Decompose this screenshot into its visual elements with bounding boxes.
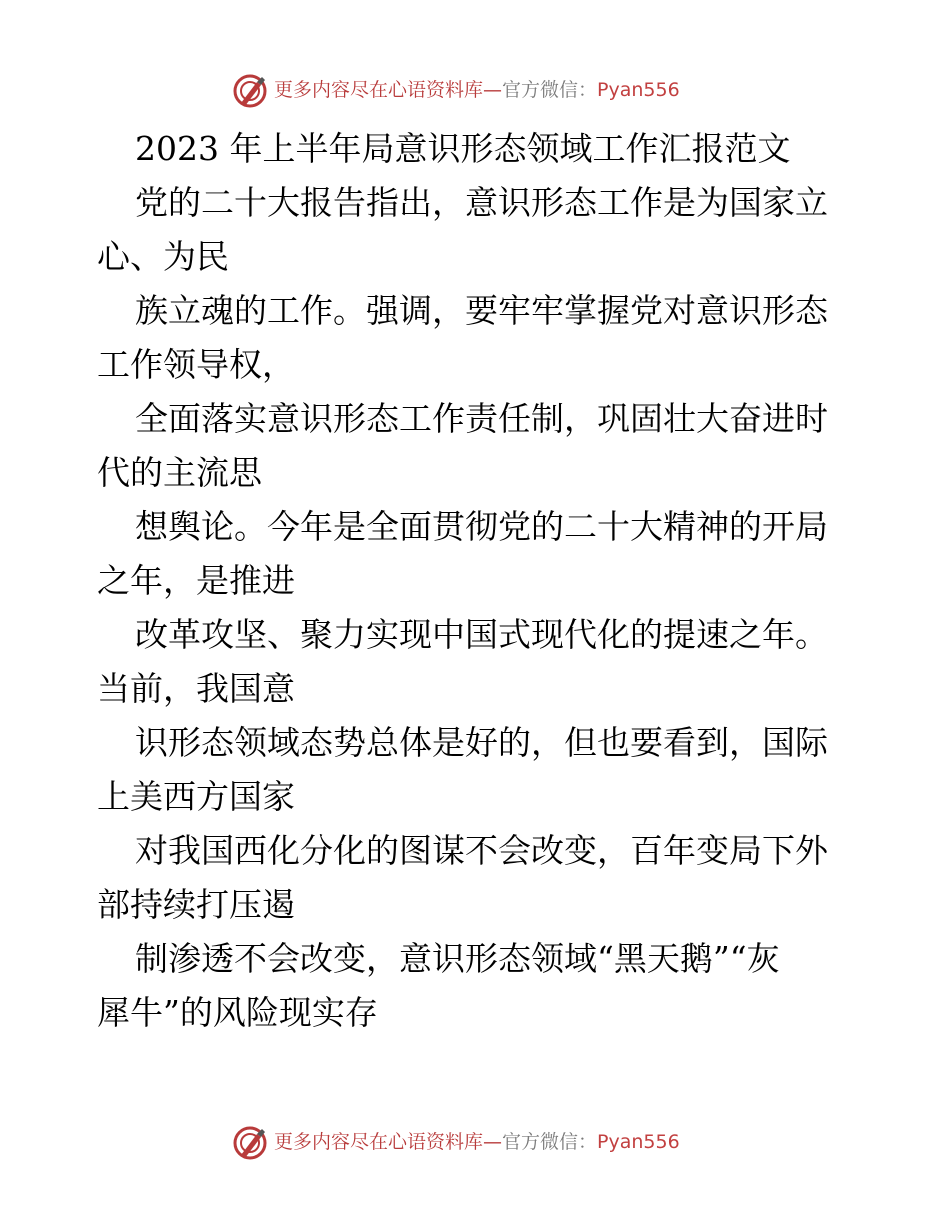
text-line: 制渗透不会改变，意识形态领域“黑天鹅”“灰: [135, 939, 780, 978]
text-line: 对我国西化分化的图谋不会改变，百年变局下外: [135, 831, 828, 870]
document-body: [97, 122, 857, 1040]
watermark-text: 更多内容尽在心语资料库—官方微信：Pyan556: [274, 79, 680, 101]
pen-logo-icon: [232, 73, 268, 109]
watermark-header: [0, 68, 950, 112]
text-line: 全面落实意识形态工作责任制，巩固壮大奋进时: [135, 399, 828, 438]
watermark-footer: [0, 1120, 950, 1164]
text-line: 部持续打压遏: [97, 885, 295, 924]
text-line: 改革攻坚、聚力实现中国式现代化的提速之年。: [135, 615, 828, 654]
text-line: 想舆论。今年是全面贯彻党的二十大精神的开局: [135, 507, 828, 546]
text-line: 识形态领域态势总体是好的，但也要看到，国际: [135, 723, 828, 762]
text-line: 工作领导权，: [97, 345, 295, 384]
text-line: 当前，我国意: [97, 669, 295, 708]
text-line: 族立魂的工作。强调，要牢牢掌握党对意识形态: [135, 291, 828, 330]
text-line: 心、为民: [97, 237, 229, 276]
pen-logo-icon: [232, 1125, 268, 1161]
text-line: 犀牛”的风险现实存: [97, 993, 378, 1032]
document-title: 2023 年上半年局意识形态领域工作汇报范文: [135, 129, 791, 168]
watermark-text: 更多内容尽在心语资料库—官方微信：Pyan556: [274, 1131, 680, 1153]
text-line: 党的二十大报告指出，意识形态工作是为国家立: [135, 183, 828, 222]
text-line: 之年，是推进: [97, 561, 295, 600]
text-line: 代的主流思: [97, 453, 262, 492]
text-line: 上美西方国家: [97, 777, 295, 816]
